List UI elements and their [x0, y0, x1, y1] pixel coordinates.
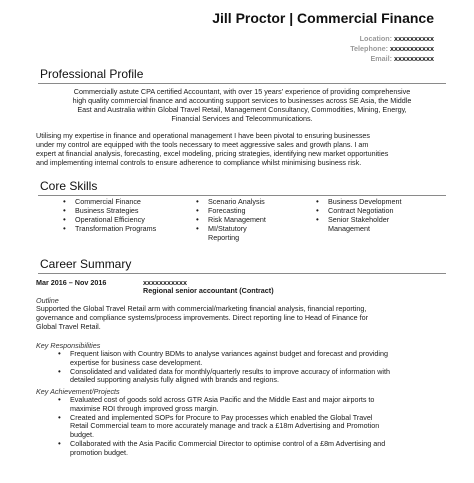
achievements-label: Key Achievement/Projects: [36, 387, 120, 396]
contact-telephone-label: Telephone:: [350, 43, 389, 53]
list-item: [58, 414, 442, 440]
skill-item: • Forecasting: [195, 207, 266, 216]
list-item-line: • Created and implemented SOPs for Procure to Pay processes which enabled the Global Travel: [70, 412, 373, 422]
contact-location-label: Location:: [359, 34, 393, 43]
list-item-line: detailed supporting analysis fully aligned with brands and regions.: [70, 375, 279, 385]
resume-title: Jill Proctor | Commercial Finance: [212, 10, 434, 26]
job-company: xxxxxxxxxxx: [143, 278, 187, 287]
skill-item: • Senior Stakeholder: [315, 216, 402, 225]
list-item-line: • Consolidated and validated data for monthly/quarterly results to improve accuracy of information with: [70, 366, 391, 376]
skill-item-continued: Management: [328, 223, 370, 233]
skill-item: • Business Strategies: [62, 207, 156, 216]
list-item: [58, 350, 442, 368]
outline-label: Outline: [36, 296, 59, 305]
outline-text: [36, 305, 446, 332]
skill-item: • Scenario Analysis: [195, 198, 266, 207]
skill-item: • Contract Negotiation: [315, 207, 402, 216]
list-item: [58, 440, 442, 458]
contact-location: [350, 34, 434, 44]
list-item-line: promotion budget.: [70, 447, 128, 457]
skills-column-1: [62, 198, 156, 234]
contact-block: [350, 34, 434, 63]
profile-line: Financial Services and Telecommunications.: [171, 113, 313, 123]
profile-line: Commercially astute CPA certified Accountant, with over 15 years' experience of providing comprehensive: [73, 87, 411, 96]
list-item-line: • Evaluated cost of goods sold across GTR Asia Pacific and the Middle East and major airports to: [70, 395, 375, 404]
profile-summary: [38, 88, 446, 124]
contact-email: [350, 54, 434, 64]
list-item-line: maximise ROI through improved gross margin.: [70, 403, 219, 413]
contact-email-value: xxxxxxxxxx: [394, 53, 434, 63]
profile-heading: Professional Profile: [40, 67, 144, 81]
skill-item: • Transformation Programs: [62, 225, 156, 234]
profile-line: expert at financial analysis, forecasting, excel modeling, pricing strategies, identifying new market opportunities: [36, 148, 389, 158]
contact-email-label: Email:: [370, 53, 393, 63]
skill-item: • Business Development: [315, 198, 402, 207]
profile-line: East and Australia within Global Travel Retail, Management Consultancy, Commodities, Mining, Energy,: [77, 104, 407, 114]
career-heading: Career Summary: [40, 257, 132, 271]
skill-item: • Commercial Finance: [62, 198, 156, 207]
profile-divider: [38, 83, 446, 84]
list-item-line: Retail Commercial team to more accurately manage and track a £18m Advertising and Promotion: [70, 421, 380, 431]
achievements-list: [58, 396, 442, 458]
outline-line: Supported the Global Travel Retail arm with commercial/marketing financial analysis, financial reporting,: [36, 304, 367, 313]
career-divider: [38, 273, 446, 274]
skills-heading: Core Skills: [40, 179, 98, 193]
profile-line: Utilising my expertise in finance and operational management I have been pivotal to ensuring businesses: [36, 131, 371, 140]
contact-location-value: xxxxxxxxxx: [394, 34, 434, 43]
list-item-line: • Collaborated with the Asia Pacific Commercial Director to optimise control of a £8m Advertising and: [70, 438, 386, 448]
contact-telephone: [350, 44, 434, 54]
skill-item: • Risk Management: [195, 216, 266, 225]
skill-item: • Operational Efficiency: [62, 216, 156, 225]
job-title: Regional senior accountant (Contract): [143, 286, 274, 295]
list-item: [58, 368, 442, 386]
skills-divider: [38, 195, 446, 196]
profile-line: and implementing internal controls to ensure adherence to compliance whilst minimising business risk.: [36, 157, 362, 167]
list-item: [58, 396, 442, 414]
skills-column-2: [195, 198, 266, 243]
profile-line: high quality commercial finance and accounting support services to businesses across SE Asia, the Middle: [72, 95, 412, 105]
responsibilities-list: [58, 350, 442, 385]
list-item-line: expertise for business case development.: [70, 357, 203, 367]
contact-telephone-value: xxxxxxxxxxx: [390, 43, 434, 53]
skill-item: • MI/Statutory: [195, 225, 266, 234]
skill-item-continued: Reporting: [208, 232, 240, 242]
responsibilities-label: Key Responsibilities: [36, 341, 101, 350]
outline-line: governance and compliance systems/process improvements. Direct reporting line to Head of Finance for: [36, 312, 368, 322]
profile-line: under my control are equipped with the tools necessary to meet aggressive sales and growth plans. I am: [36, 139, 369, 149]
outline-line: Global Travel Retail.: [36, 321, 101, 331]
list-item-line: budget.: [70, 430, 94, 440]
list-item-line: • Frequent liaison with Country BDMs to analyse variances against budget and forecast and providing: [70, 349, 389, 358]
job-dates: Mar 2016 – Nov 2016: [36, 278, 107, 287]
skills-column-3: [315, 198, 402, 234]
profile-expertise: [36, 132, 446, 168]
